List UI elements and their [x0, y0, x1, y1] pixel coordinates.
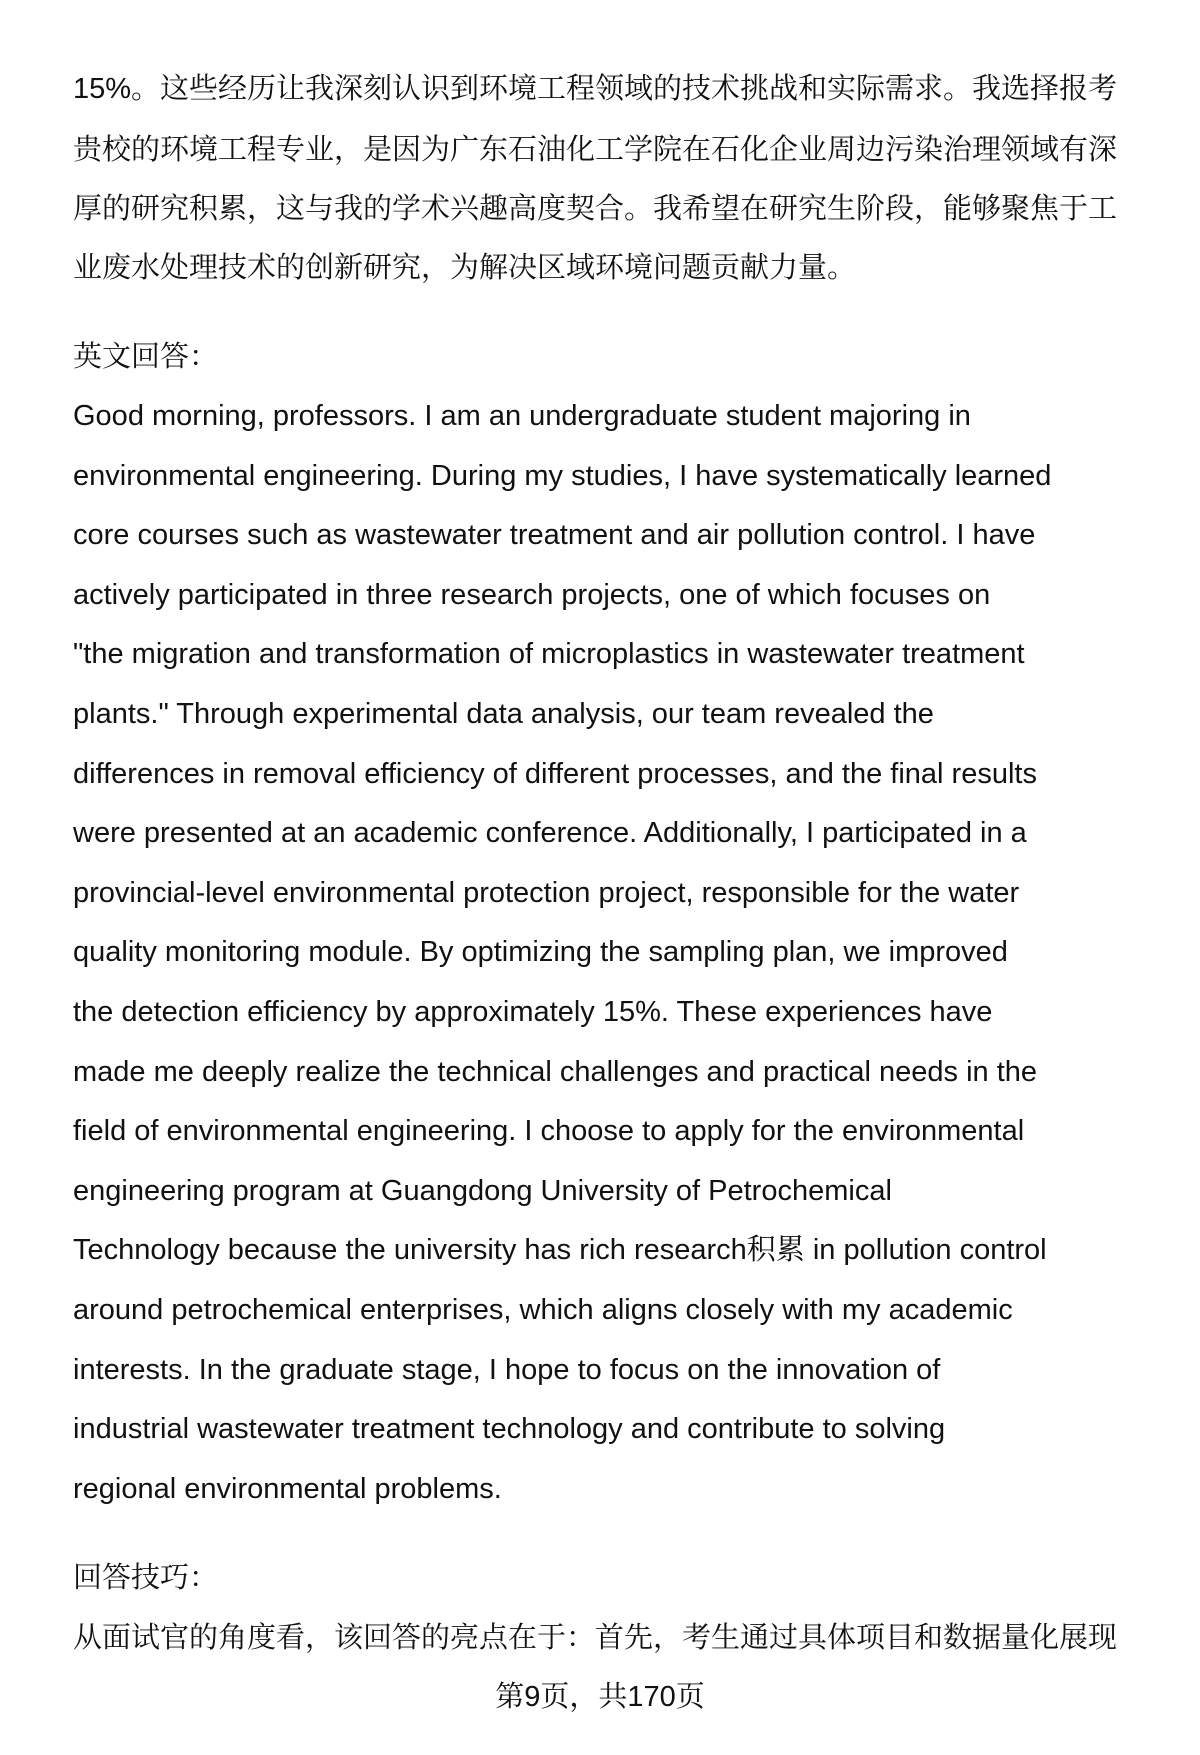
page-number-footer: 第9页，共170页 — [495, 1681, 705, 1713]
chinese-answer-line: 15%。这些经历让我深刻认识到环境工程领域的技术挑战和实际需求。我选择报考 — [73, 73, 1118, 105]
english-answer-line: quality monitoring module. By optimizing the sampling plan, we improved — [73, 936, 1008, 969]
english-answer-line: industrial wastewater treatment technology and contribute to solving — [73, 1413, 946, 1446]
tips-text-line: 从面试官的角度看，该回答的亮点在于：首先，考生通过具体项目和数据量化展现 — [73, 1622, 1118, 1654]
english-answer-line: differences in removal efficiency of different processes, and the final results — [73, 757, 1037, 790]
chinese-answer-line: 厚的研究积累，这与我的学术兴趣高度契合。我希望在研究生阶段，能够聚焦于工 — [73, 193, 1118, 225]
english-answer-line: Good morning, professors. I am an undergraduate student majoring in — [73, 400, 971, 432]
english-answer-line: around petrochemical enterprises, which aligns closely with my academic — [73, 1294, 1013, 1326]
tips-heading: 回答技巧： — [73, 1562, 219, 1594]
chinese-answer-line: 业废水处理技术的创新研究，为解决区域环境问题贡献力量。 — [73, 252, 857, 284]
chinese-answer-line: 贵校的环境工程专业，是因为广东石油化工学院在石化企业周边污染治理领域有深 — [73, 134, 1118, 166]
english-answer-line: environmental engineering. During my studies, I have systematically learned — [73, 459, 1052, 492]
english-answer-line: provincial-level environmental protection project, responsible for the water — [73, 876, 1020, 909]
english-answer-line: actively participated in three research projects, one of which focuses on — [73, 578, 991, 611]
english-answer-line: interests. In the graduate stage, I hope to focus on the innovation of — [73, 1353, 941, 1386]
english-answer-line: core courses such as wastewater treatment and air pollution control. I have — [73, 519, 1036, 552]
english-answer-line: were presented at an academic conference. Additionally, I participated in a — [73, 817, 1027, 850]
english-answer-line: Technology because the university has rich research积累 in pollution control — [73, 1234, 1047, 1267]
english-answer-line: "the migration and transformation of microplastics in wastewater treatment — [73, 638, 1025, 671]
english-answer-line: the detection efficiency by approximately 15%. These experiences have — [73, 996, 993, 1028]
english-answer-line: engineering program at Guangdong University of Petrochemical — [73, 1174, 892, 1207]
english-answer-line: made me deeply realize the technical challenges and practical needs in the — [73, 1055, 1038, 1088]
english-answer-line: field of environmental engineering. I choose to apply for the environmental — [73, 1115, 1025, 1148]
english-answer-heading: 英文回答： — [73, 341, 219, 373]
english-answer-line: plants." Through experimental data analysis, our team revealed the — [73, 698, 934, 730]
english-answer-line: regional environmental problems. — [73, 1472, 502, 1505]
